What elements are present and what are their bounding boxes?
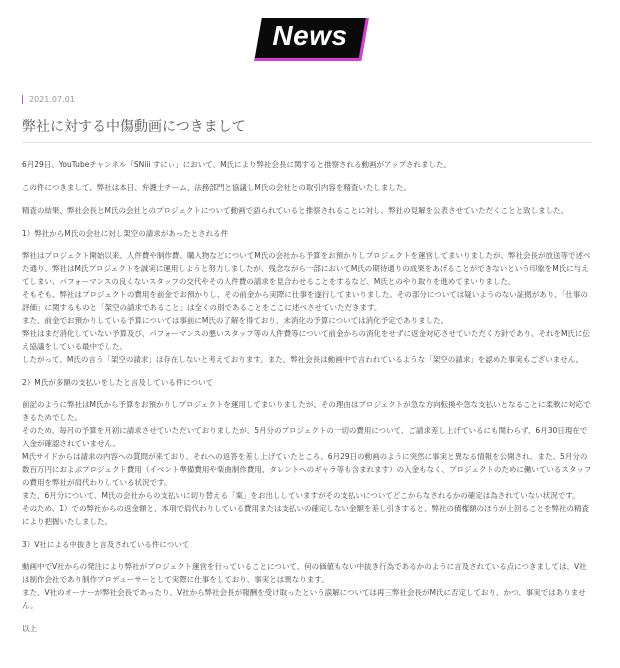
section-heading: 3）V社による中抜きと言及されている件について	[22, 540, 190, 549]
news-logo-text: News	[272, 20, 348, 51]
section-line: M氏サイドからは請求の内容への質問が来ており、それへの返答を差し上げていたところ、6月29日の動画のように突然に事実と異なる情報を公開され、また、5月分の数百万円におよぶプロジェクト費用（イベント準備費用や楽曲制作費用、タレントへのギャラ等も含まれます）の入金もなく、プロジェクトのために働いているスタッフの費用を弊社が肩代わりしている状況です。	[22, 452, 592, 487]
article-title: 弊社に対する中傷動画につきまして	[22, 119, 246, 135]
section-line: 弊社はプロジェクト開始以来、人件費や制作費、購入物などについてM氏の会社から予算をお預かりしプロジェクトを運営してまいりましたが、弊社会長が放送等で述べた通り、弊社はM氏プロジェクトを誠実に運用しようと努力しましたが、残念ながら一部においてM氏の期待通りの成果をあげることができないという印象をM氏に与えてしまい、パフォーマンスの良くないスタッフの交代やその人件費の請求を見合わせることをするなど、M氏とのやり取りを進めてまいりました。	[22, 251, 591, 286]
news-logo	[258, 18, 362, 58]
section-line: 動画中でV社からの発注により弊社がプロジェクト運営を行っていることについて、何の価値もない中抜き行為であるかのように言及されている点につきましては、V社は制作会社であり制作プロデューサーとして実際に仕事をしており、事実とは異なります。	[22, 562, 587, 584]
intro-paragraph: 6月29日、YouTubeチャンネル「SNiii すにぃ」において、M氏により弊社会長に関すると推察される動画がアップされました。	[22, 160, 452, 169]
intro-paragraph: この件につきまして、弊社は本日、弁護士チーム、法務部門と協議しM氏の会社との取引内容を精査いたしました。	[22, 183, 411, 192]
section-line: また、6月分について、M氏の会社からの支払いに切り替える「案」をお出ししていますがその支払いについてどこからなされるかの確定は為されていない状況です。	[22, 491, 580, 500]
article-date: 2021.07.01	[22, 95, 75, 104]
section-line: また、V社のオーナーが弊社会長であったり、V社から弊社会長が報酬を受け取ったという誤解については再三弊社会長がM氏に否定しており、かつ、事実ではありません。	[22, 588, 586, 610]
section-heading: 2）M氏が多額の支払いをしたと言及している件について	[22, 378, 214, 387]
section-line: そもそも、弊社はプロジェクトの費用を前金でお預かりし、その前金から実際に仕事を遂行してまいりました。その部分については疑いようのない証拠があり、「仕事の評価」に関するものと「架空の請求であること」は全くの別であることをここに述べさせていただきます。	[22, 290, 588, 312]
article-body	[22, 158, 594, 645]
section-line: そのため、1）での弊社からの返金額と、本項で肩代わりしている費用または支払いの確定しない金額を差し引きすると、弊社の債権額のほうが上回ることを弊社の精査により把握いたしました。	[22, 504, 589, 526]
closing-text: 以上	[22, 624, 37, 633]
section-line: したがって、M氏の言う「架空の請求」は存在しないと考えております。また、弊社会長は動画中で言われているような「架空の請求」を認めた事実もございません。	[22, 355, 584, 364]
intro-paragraph: 精査の結果、弊社会長とM氏の会社とのプロジェクトについて動画で語られていると推察されることに対し、弊社の見解を公表させていただくことと致しました。	[22, 206, 569, 215]
section-line: 前記のように弊社はM氏から予算をお預かりしプロジェクトを運用してまいりましたが、その理由はプロジェクトが急な方向転換や急な支払いとなることに柔軟に対応できるためでした。	[22, 400, 591, 422]
title-divider	[22, 142, 592, 143]
section-line: 弊社はまだ消化していない予算及び、パフォーマンスの悪いスタッフ等の人件費等について前金からの消化をせずに返金対応させていただく方針であり、それをM氏に伝え協議をしている最中でした。	[22, 329, 590, 351]
section-line: そのため、毎月の予算を月初に請求させていただいておりましたが、5月分のプロジェクトの一切の費用について、ご請求差し上げているにも関わらず、6月30日現在で入金が確認されていません。	[22, 426, 588, 448]
section-heading: 1）弊社からM氏の会社に対し架空の請求があったとされる件	[22, 229, 229, 238]
section-line: また、前金でお預かりしている予算については事前にM氏の了解を得ており、未消化の予算については消化予定でありました。	[22, 316, 449, 325]
